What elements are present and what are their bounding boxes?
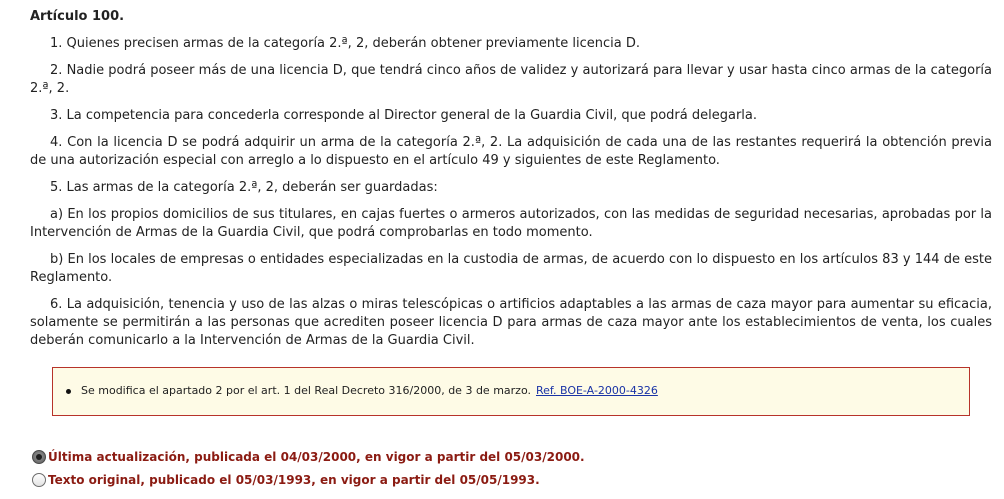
radio-selected-icon[interactable] <box>32 450 46 464</box>
article <box>30 8 992 359</box>
paragraph-2: 2. Nadie podrá poseer más de una licencia D, que tendrá cinco años de validez y autorizará para llevar y usar hasta cinco armas de la categoría 2.ª, 2. <box>30 63 992 96</box>
paragraph-6: 6. La adquisición, tenencia y uso de las alzas o miras telescópicas o artificios adaptables a las armas de caza mayor para aumentar su eficacia, solamente se permitirán a las personas que acrediten poseer licencia D para armas de caza mayor ante los establecimientos de venta, los cuales deberán comunicarlo a la Intervención de Armas de la Guardia Civil. <box>30 297 992 348</box>
paragraph-4: 4. Con la licencia D se podrá adquirir un arma de la categoría 2.ª, 2. La adquisición de cada una de las restantes requerirá la obtención previa de una autorización especial con arreglo a lo dispuesto en el artículo 49 y siguientes de este Reglamento. <box>30 135 992 168</box>
modification-note-item <box>66 383 658 399</box>
version-option-original[interactable] <box>32 473 540 487</box>
version-option-latest[interactable] <box>32 450 585 464</box>
bullet-icon <box>66 389 71 394</box>
paragraph-5b: b) En los locales de empresas o entidades especializadas en la custodia de armas, de acuerdo con lo dispuesto en los artículos 83 y 144 de este Reglamento. <box>30 252 992 285</box>
paragraph-3: 3. La competencia para concederla corresponde al Director general de la Guardia Civil, que podrá delegarla. <box>50 108 757 123</box>
paragraph-1: 1. Quienes precisen armas de la categoría 2.ª, 2, deberán obtener previamente licencia D. <box>50 36 640 51</box>
modification-note-text: Se modifica el apartado 2 por el art. 1 del Real Decreto 316/2000, de 3 de marzo. <box>81 384 531 397</box>
paragraph-5: 5. Las armas de la categoría 2.ª, 2, deberán ser guardadas: <box>50 180 438 195</box>
article-title: Artículo 100. <box>30 9 125 24</box>
radio-unselected-icon[interactable] <box>32 473 46 487</box>
boe-reference-link[interactable]: Ref. BOE-A-2000-4326 <box>535 384 658 397</box>
modification-note-box <box>52 367 970 416</box>
version-latest-label[interactable]: Última actualización, publicada el 04/03/2000, en vigor a partir del 05/03/2000. <box>48 450 585 464</box>
paragraph-5a: a) En los propios domicilios de sus titulares, en cajas fuertes o armeros autorizados, con las medidas de seguridad necesarias, aprobadas por la Intervención de Armas de la Guardia Civil, que podrá comprobarlas en todo momento. <box>30 207 992 240</box>
version-original-label[interactable]: Texto original, publicado el 05/03/1993, en vigor a partir del 05/05/1993. <box>48 473 540 487</box>
